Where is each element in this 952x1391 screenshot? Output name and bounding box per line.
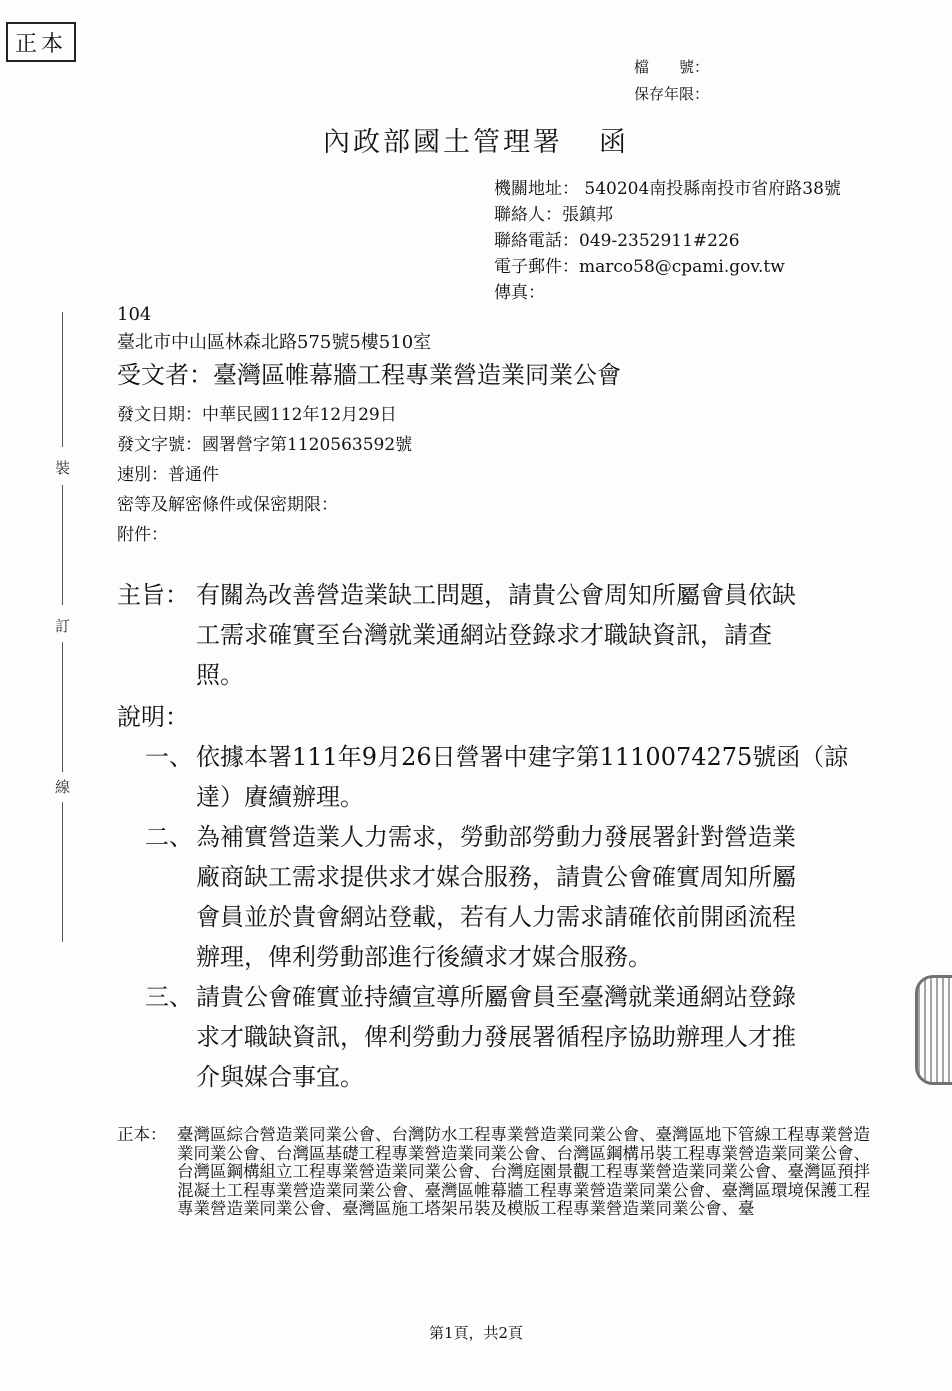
agency-name: 內政部國土管理署 [323,127,563,158]
subject-line: 工需求確實至台灣就業通網站登錄求才職缺資訊，請查 [196,621,772,649]
item-number: 二、 [145,823,193,851]
file-number-label: 檔 號： [634,58,710,76]
document-info [117,400,412,550]
copies-list: 臺灣區綜合營造業同業公會、台灣防水工程專業營造業同業公會、臺灣區地下管線工程專業營造業同業公會、台灣區基礎工程專業營造業同業公會、台灣區鋼構吊裝工程專業營造業同業公會、台灣區鋼構組立工程專業營造業同業公會、台灣庭園景觀工程專業營造業同業公會、臺灣區預拌混凝土工程專業營造業同業公會、臺灣區帷幕牆工程專業營造業同業公會、臺灣區環境保護工程專業營造業同業公會、臺灣區施工塔架吊裝及模版工程專業營造業同業公會、臺 [177,1125,870,1218]
recipient-address: 臺北市中山區林森北路575號5樓510室 [117,332,432,353]
agency-address: 機關地址： 540204南投縣南投市省府路38號 [494,179,841,199]
secrecy-level: 密等及解密條件或保密期限： [117,495,338,515]
item-line: 會員並於貴會網站登載，若有人力需求請確依前開函流程 [196,903,796,931]
copy-mark-label: 正本 [14,31,67,57]
explanation-label: 說明： [117,703,189,731]
contact-person: 聯絡人：張鎮邦 [494,205,613,225]
document-title [0,120,952,159]
copy-mark-box [6,22,76,62]
attachment: 附件： [117,525,168,545]
copies-label: 正本： [117,1125,167,1144]
official-seal-icon [915,975,952,1085]
issue-number: 發文字號：國署營字第1120563592號 [117,435,413,455]
recipient-name: 受文者：臺灣區帷幕牆工程專業營造業同業公會 [117,361,621,389]
margin-mark-xian: 線 [55,778,71,796]
issue-date: 發文日期：中華民國112年12月29日 [117,405,397,425]
binding-line-mid1 [62,485,63,605]
item-number: 三、 [145,983,193,1011]
item-number: 一、 [145,743,193,771]
doc-type: 函 [599,127,629,158]
item-line: 辦理，俾利勞動部進行後續求才媒合服務。 [196,943,652,971]
item-line: 請貴公會確實並持續宣導所屬會員至臺灣就業通網站登錄 [196,983,796,1011]
binding-line-mid2 [62,642,63,772]
item-line: 達）賡續辦理。 [196,783,364,811]
item-line: 為補實營造業人力需求，勞動部勞動力發展署針對營造業 [196,823,796,851]
margin-mark-ding: 訂 [55,617,71,635]
contact-fax: 傳真： [494,283,545,303]
subject-line: 有關為改善營造業缺工問題，請貴公會周知所屬會員依缺 [196,581,796,609]
contact-block [494,176,841,306]
item-line: 求才職缺資訊，俾利勞動力發展署循程序協助辦理人才推 [196,1023,796,1051]
subject-label: 主旨： [117,581,189,609]
copies-section [117,1126,877,1219]
binding-line-bottom [62,802,63,942]
delivery-speed: 速別：普通件 [117,465,219,485]
subject-line: 照。 [196,661,244,689]
page-footer: 第1頁，共2頁 [428,1324,524,1342]
item-line: 廠商缺工需求提供求才媒合服務，請貴公會確實周知所屬 [196,863,796,891]
item-line: 依據本署111年9月26日營署中建字第1110074275號函（諒 [196,743,849,771]
margin-mark-zhuang: 裝 [55,459,71,477]
binding-line-top [62,312,63,447]
contact-email: 電子郵件：marco58@cpami.gov.tw [494,257,785,277]
postal-code: 104 [117,304,152,325]
retention-label: 保存年限： [634,85,710,103]
contact-phone: 聯絡電話：049-2352911#226 [494,231,740,251]
item-line: 介與媒合事宜。 [196,1063,364,1091]
